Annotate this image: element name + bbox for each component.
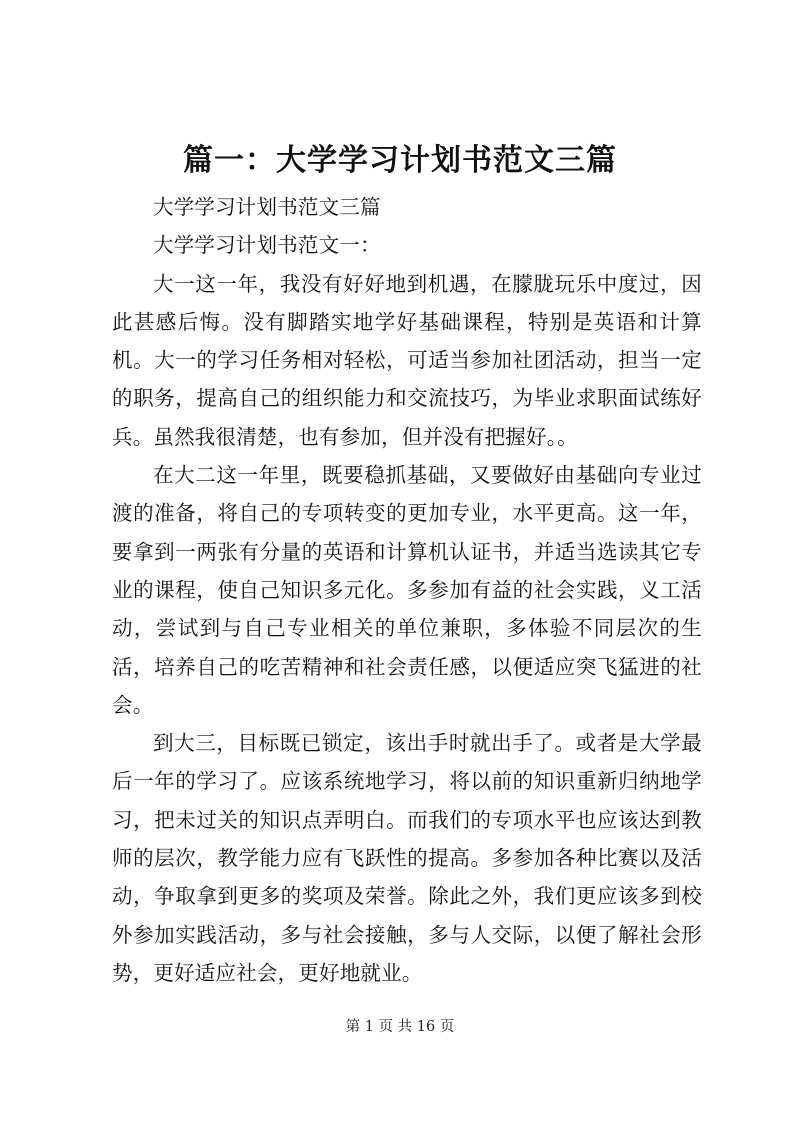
page-title: 篇一：大学学习计划书范文三篇 bbox=[183, 143, 617, 178]
document-body bbox=[112, 188, 702, 992]
paragraph-year-one: 大一这一年，我没有好好地到机遇，在朦胧玩乐中度过，因此甚感后悔。没有脚踏实地学好基础课程，特别是英语和计算机。大一的学习任务相对轻松，可适当参加社团活动，担当一定的职务，提高自己的组织能力和交流技巧，为毕业求职面试练好兵。虽然我很清楚，也有参加，但并没有把握好。。 bbox=[112, 271, 702, 449]
paragraph-year-three: 到大三，目标既已锁定，该出手时就出手了。或者是大学最后一年的学习了。应该系统地学习，将以前的知识重新归纳地学习，把未过关的知识点弄明白。而我们的专项水平也应该达到教师的层次，教学能力应有飞跃性的提高。多参加各种比赛以及活动，争取拿到更多的奖项及荣誉。除此之外，我们更应该多到校外参加实践活动，多与社会接触，多与人交际，以便了解社会形势，更好适应社会，更好地就业。 bbox=[112, 731, 702, 985]
page-footer: 第 1 页 共 16 页 bbox=[345, 1019, 455, 1035]
paragraph-section-heading: 大学学习计划书范文一： bbox=[153, 233, 381, 258]
paragraph-year-two: 在大二这一年里，既要稳抓基础，又要做好由基础向专业过渡的准备，将自己的专项转变的更加专业，水平更高。这一年，要拿到一两张有分量的英语和计算机认证书，并适当选读其它专业的课程，使自己知识多元化。多参加有益的社会实践，义工活动，尝试到与自己专业相关的单位兼职，多体验不同层次的生活，培养自己的吃苦精神和社会责任感，以便适应突飞猛进的社会。 bbox=[112, 463, 702, 717]
paragraph-subtitle: 大学学习计划书范文三篇 bbox=[153, 195, 381, 219]
